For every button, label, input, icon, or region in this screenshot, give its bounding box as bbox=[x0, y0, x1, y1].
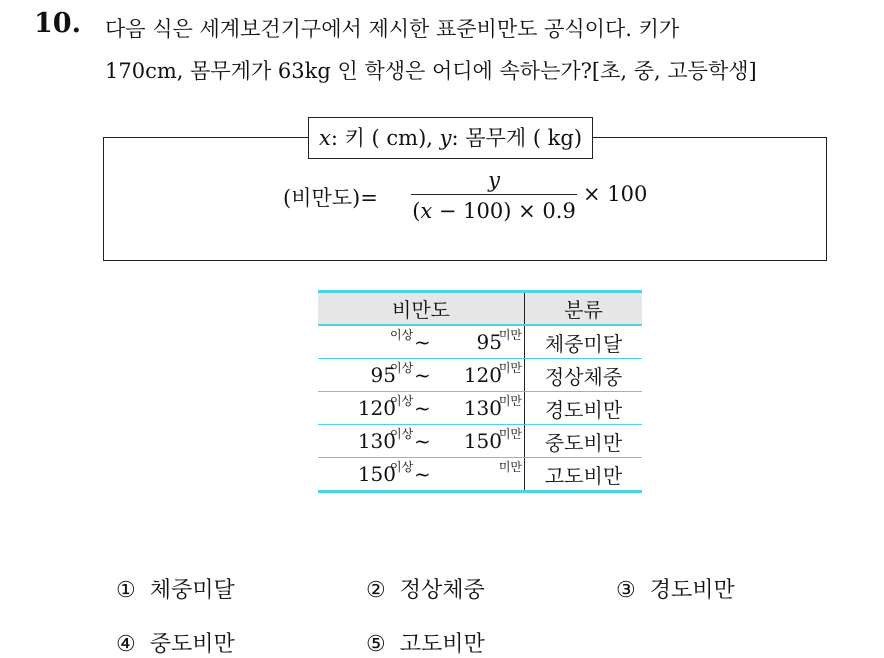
choice-label: 고도비만 bbox=[399, 632, 485, 657]
legend-y-var: y bbox=[439, 126, 452, 150]
class-cell: 고도비만 bbox=[544, 463, 623, 488]
legend-x-desc: : 키 ( cm), bbox=[330, 126, 440, 150]
choice-marker: ① bbox=[116, 578, 136, 603]
legend-y-desc: : 몸무게 ( kg) bbox=[451, 126, 583, 150]
choice-1[interactable] bbox=[116, 573, 235, 604]
choice-label: 정상체중 bbox=[399, 578, 485, 603]
class-cell: 체중미달 bbox=[525, 325, 643, 359]
choice-2[interactable] bbox=[366, 573, 485, 604]
choice-5[interactable] bbox=[366, 627, 485, 658]
question-number: 10. bbox=[34, 8, 81, 39]
range-cell: 95 이상 ~ 120 미만 bbox=[370, 361, 522, 387]
class-cell: 정상체중 bbox=[525, 359, 643, 392]
question-text-line-2: 170cm, 몸무게가 63kg 인 학생은 어디에 속하는가?[초, 중, 고등학생] bbox=[105, 59, 757, 83]
range-cell: 150 이상 ~ 미만 bbox=[357, 460, 522, 486]
formula-lhs: (비만도)= bbox=[283, 186, 378, 210]
class-cell: 중도비만 bbox=[525, 425, 643, 458]
choice-label: 체중미달 bbox=[149, 578, 235, 603]
question-text-line-1: 다음 식은 세계보건기구에서 제시한 표준비만도 공식이다. 키가 bbox=[105, 17, 680, 41]
table-row bbox=[318, 458, 642, 492]
choice-marker: ⑤ bbox=[366, 632, 386, 657]
variable-legend bbox=[308, 117, 593, 159]
choice-marker: ④ bbox=[116, 632, 136, 657]
table-header-class: 분류 bbox=[525, 292, 643, 326]
formula-denominator: (x − 100) × 0.9 bbox=[412, 199, 576, 223]
formula-fraction bbox=[411, 168, 577, 225]
choice-label: 경도비만 bbox=[649, 578, 735, 603]
legend-x-var: x bbox=[319, 126, 331, 150]
table-row bbox=[318, 392, 642, 425]
table-row bbox=[318, 325, 642, 359]
range-cell: 이상 ~ 95 미만 bbox=[390, 328, 522, 354]
choice-4[interactable] bbox=[116, 627, 235, 658]
obesity-classification-table bbox=[318, 290, 642, 493]
range-cell: 130 이상 ~ 150 미만 bbox=[357, 427, 522, 453]
formula-numerator: y bbox=[488, 168, 500, 192]
choice-3[interactable] bbox=[616, 573, 735, 604]
range-cell: 120 이상 ~ 130 미만 bbox=[357, 394, 522, 420]
table-row bbox=[318, 359, 642, 392]
class-cell: 경도비만 bbox=[525, 392, 643, 425]
choice-marker: ③ bbox=[616, 578, 636, 603]
formula-rhs: × 100 bbox=[583, 182, 648, 206]
choice-marker: ② bbox=[366, 578, 386, 603]
table-row bbox=[318, 425, 642, 458]
table-header-index: 비만도 bbox=[318, 292, 525, 326]
choice-label: 중도비만 bbox=[149, 632, 235, 657]
